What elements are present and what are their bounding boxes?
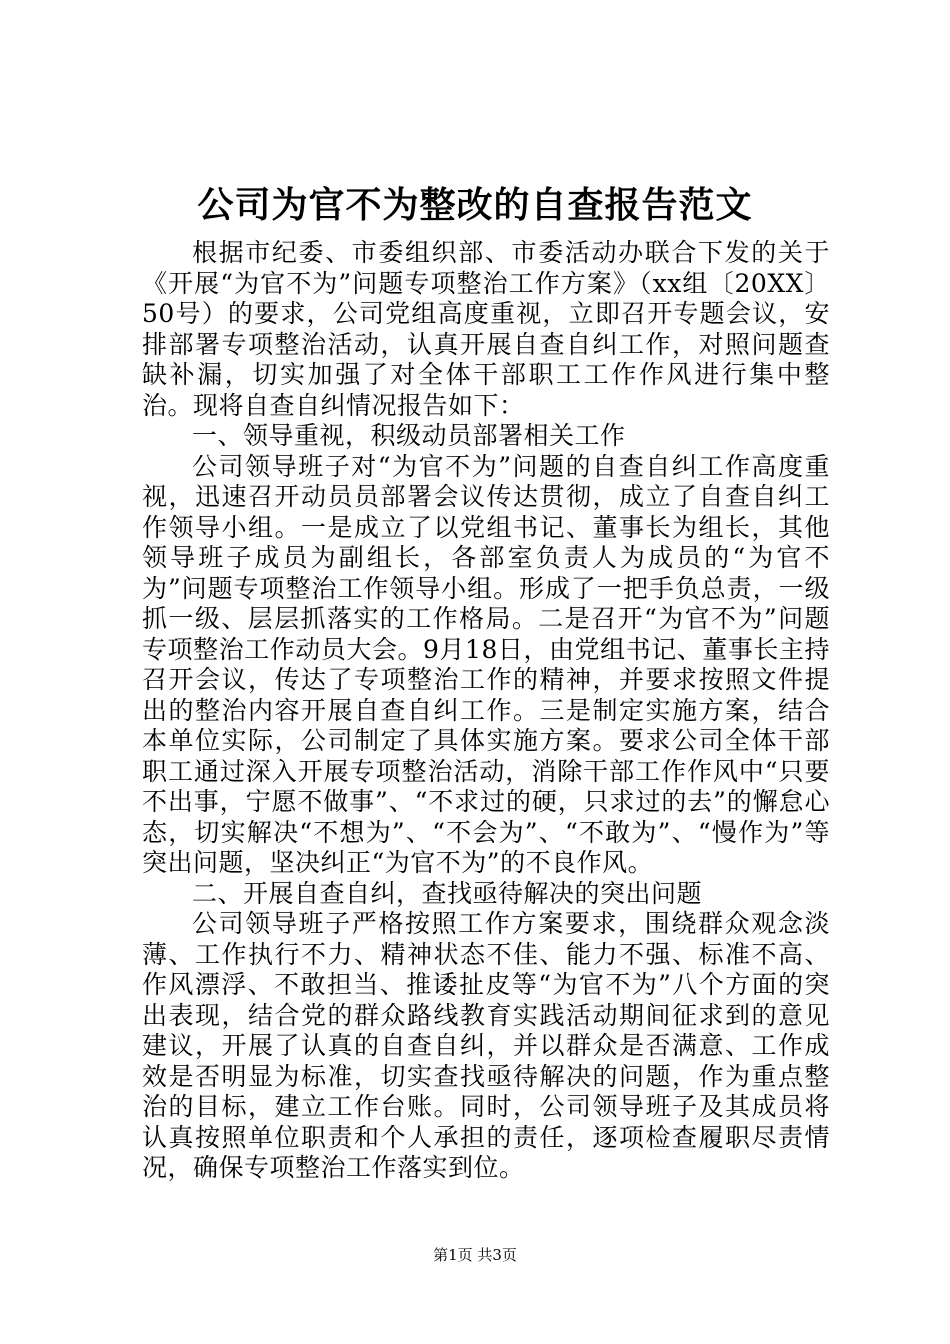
paragraph-section-2: 公司领导班子严格按照工作方案要求，围绕群众观念淡薄、工作执行不力、精神状态不佳、能力不强、标准不高、作风漂浮、不敢担当、推诿扯皮等“为官不为”八个方面的突出表现，结合党的群众路线教育实践活动期间征求到的意见建议，开展了认真的自查自纠，并以群众是否满意、工作成效是否明显为标准，切实查找亟待解决的问题，作为重点整治的目标，建立工作台账。同时，公司领导班子及其成员将认真按照单位职责和个人承担的责任，逐项检查履职尽责情况，确保专项整治工作落实到位。 bbox=[142, 909, 830, 1182]
document-body bbox=[142, 238, 830, 1184]
paragraph-section-1: 公司领导班子对“为官不为”问题的自查自纠工作高度重视，迅速召开动员员部署会议传达贯彻，成立了自查自纠工作领导小组。一是成立了以党组书记、董事长为组长，其他领导班子成员为副组长，各部室负责人为成员的“为官不为”问题专项整治工作领导小组。形成了一把手负总责，一级抓一级、层层抓落实的工作格局。二是召开“为官不为”问题专项整治工作动员大会。9月18日，由党组书记、董事长主持召开会议，传达了专项整治工作的精神，并要求按照文件提出的整治内容开展自查自纠工作。三是制定实施方案，结合本单位实际，公司制定了具体实施方案。要求公司全体干部职工通过深入开展专项整治活动，消除干部工作作风中“只要不出事，宁愿不做事”、“不求过的硬，只求过的去”的懈怠心态，切实解决“不想为”、“不会为”、“不敢为”、“慢作为”等突出问题，坚决纠正“为官不为”的不良作风。 bbox=[142, 451, 830, 877]
document-title: 公司为官不为整改的自查报告范文 bbox=[197, 185, 753, 226]
section-heading-2: 二、开展自查自纠，查找亟待解决的突出问题 bbox=[192, 878, 703, 908]
paragraph-intro: 根据市纪委、市委组织部、市委活动办联合下发的关于《开展“为官不为”问题专项整治工作方案》（xx组〔20XX〕50号）的要求，公司党组高度重视，立即召开专题会议，安排部署专项整治活动，认真开展自查自纠工作，对照问题查缺补漏，切实加强了对全体干部职工工作作风进行集中整治。现将自查自纠情况报告如下： bbox=[142, 238, 830, 420]
section-heading-1: 一、领导重视，积级动员部署相关工作 bbox=[192, 421, 626, 450]
page-number-footer: 第1页 共3页 bbox=[433, 1246, 517, 1264]
